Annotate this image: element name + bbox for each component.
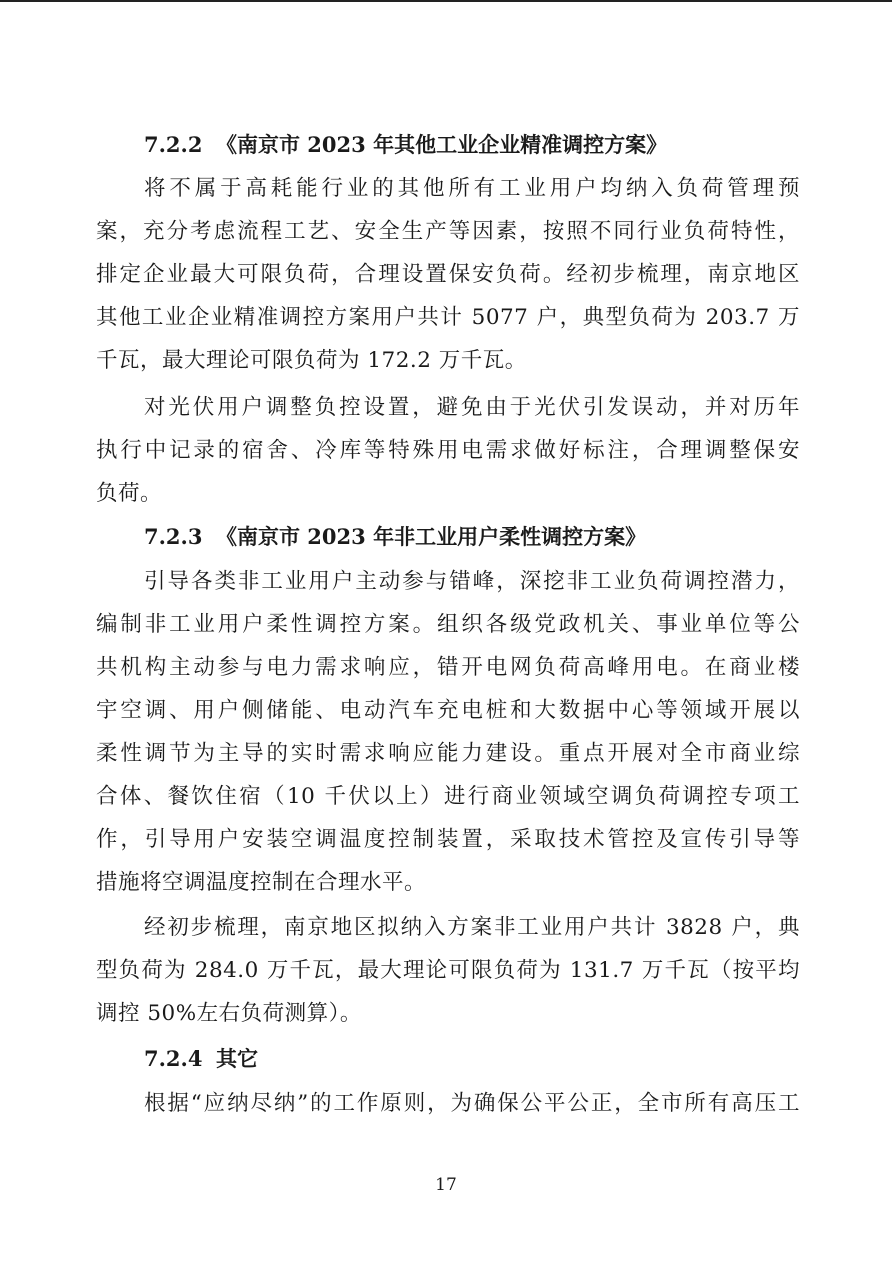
text-line: 宇空调、用户侧储能、电动汽车充电桩和大数据中心等领域开展以 [96, 698, 800, 723]
text-line: 对光伏用户调整负控设置，避免由于光伏引发误动，并对历年 [144, 395, 800, 420]
paragraph [96, 906, 800, 1035]
section-title: 《南京市 2023 年其他工业企业精准调控方案》 [216, 132, 668, 157]
paragraph [96, 560, 800, 904]
text-line: 负荷。 [96, 481, 163, 506]
text-line: 编制非工业用户柔性调控方案。组织各级党政机关、事业单位等公 [96, 612, 800, 637]
section-number: 7.2.3 [144, 524, 203, 549]
section-heading-7-2-4 [144, 1038, 258, 1080]
text-line: 柔性调节为主导的实时需求响应能力建设。重点开展对全市商业综 [96, 741, 800, 766]
paragraph [96, 167, 800, 382]
paragraph [96, 1082, 800, 1125]
paragraph [96, 386, 800, 515]
text-line: 执行中记录的宿舍、冷库等特殊用电需求做好标注，合理调整保安 [96, 438, 800, 463]
page-number: 17 [435, 1175, 457, 1195]
top-border-line [0, 0, 892, 2]
text-line: 经初步梳理，南京地区拟纳入方案非工业用户共计 3828 户，典 [144, 915, 800, 940]
text-line: 千瓦，最大理论可限负荷为 172.2 万千瓦。 [96, 348, 527, 373]
text-line: 调控 50%左右负荷测算）。 [96, 1001, 362, 1026]
text-line: 作，引导用户安装空调温度控制装置，采取技术管控及宣传引导等 [96, 827, 800, 852]
section-title: 《南京市 2023 年非工业用户柔性调控方案》 [216, 524, 647, 549]
section-number: 7.2.2 [144, 132, 203, 157]
text-line: 其他工业企业精准调控方案用户共计 5077 户，典型负荷为 203.7 万 [96, 305, 800, 330]
section-number: 7.2.4 [144, 1046, 203, 1071]
text-line: 将不属于高耗能行业的其他所有工业用户均纳入负荷管理预 [144, 176, 800, 201]
text-line: 措施将空调温度控制在合理水平。 [96, 870, 427, 895]
text-line: 共机构主动参与电力需求响应，错开电网负荷高峰用电。在商业楼 [96, 655, 800, 680]
text-line: 根据“应纳尽纳”的工作原则，为确保公平公正，全市所有高压工 [144, 1091, 800, 1116]
text-line: 合体、餐饮住宿（10 千伏以上）进行商业领域空调负荷调控专项工 [96, 784, 800, 809]
text-line: 型负荷为 284.0 万千瓦，最大理论可限负荷为 131.7 万千瓦（按平均 [96, 958, 800, 983]
text-line: 案，充分考虑流程工艺、安全生产等因素，按照不同行业负荷特性， [96, 219, 800, 244]
text-line: 排定企业最大可限负荷，合理设置保安负荷。经初步梳理，南京地区 [96, 262, 800, 287]
text-line: 引导各类非工业用户主动参与错峰，深挖非工业负荷调控潜力， [144, 569, 800, 594]
section-title: 其它 [216, 1046, 258, 1071]
section-heading-7-2-2 [144, 124, 667, 166]
section-heading-7-2-3 [144, 516, 646, 558]
